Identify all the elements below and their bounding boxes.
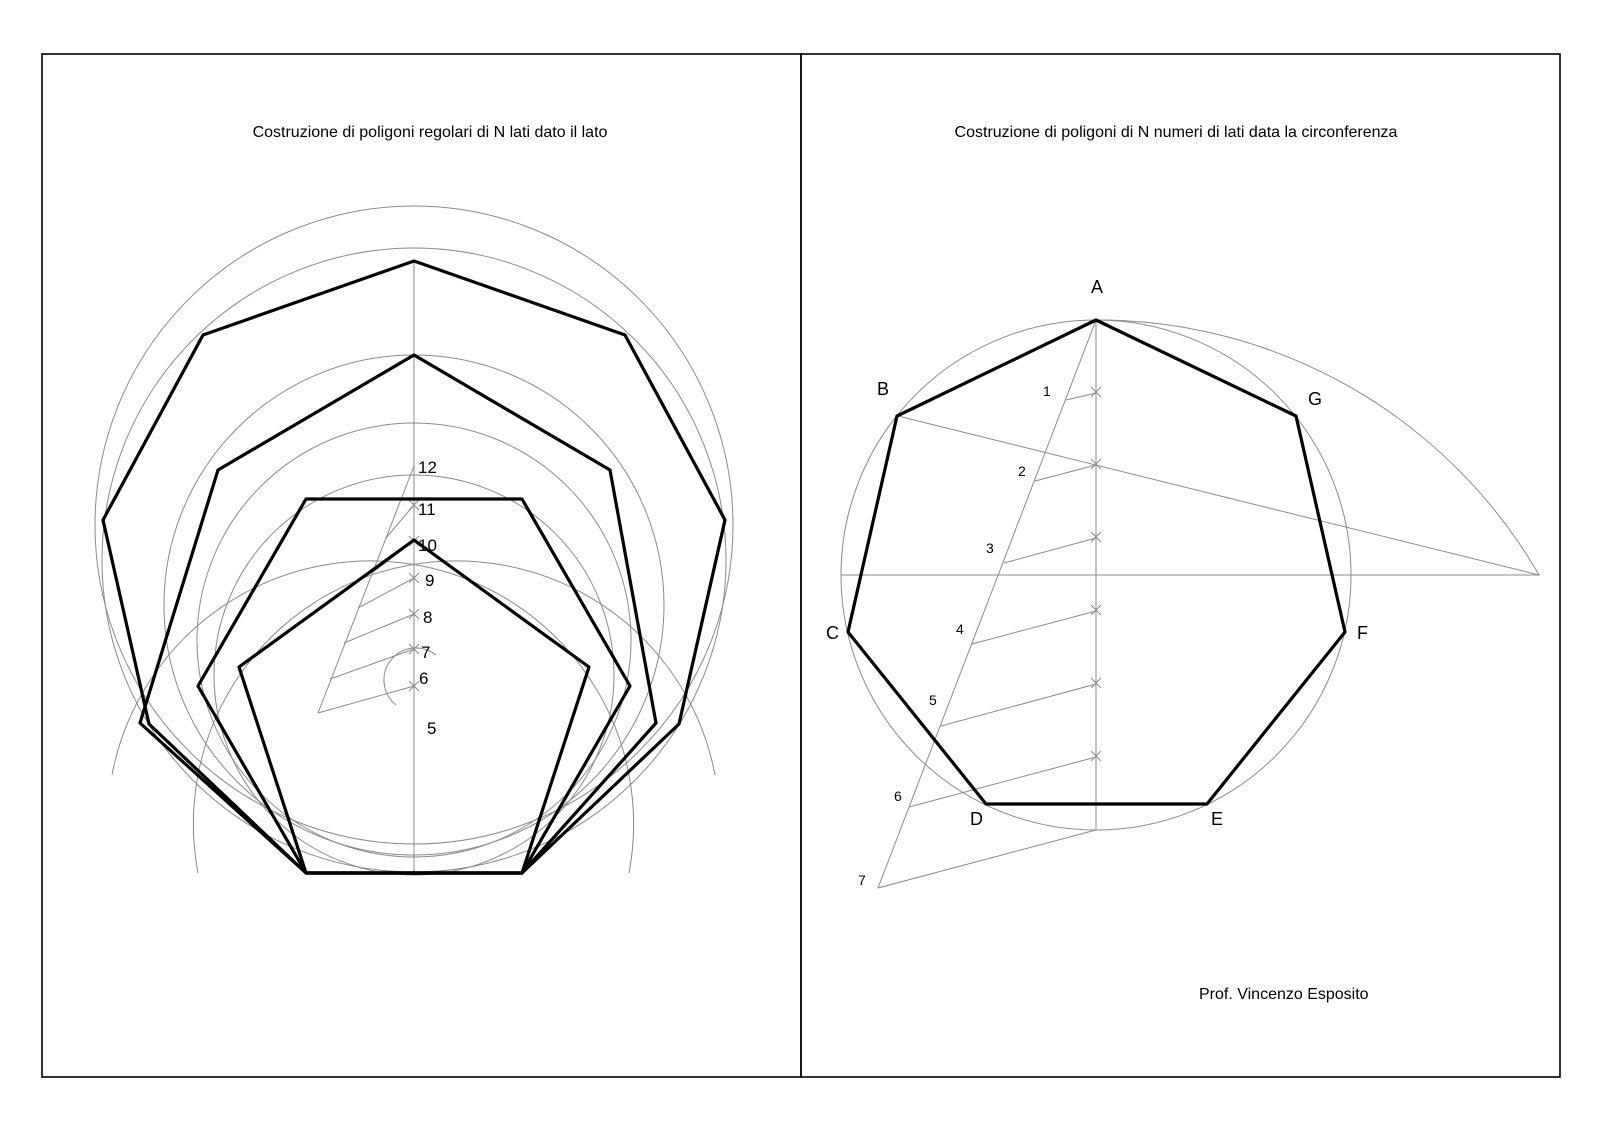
- division-label-12: 12: [418, 458, 437, 477]
- vertex-label-g: G: [1308, 389, 1323, 409]
- left-division-line: [318, 466, 414, 713]
- division-label-11: 11: [418, 500, 436, 519]
- left-parallel-line: [358, 578, 414, 608]
- division-label-5: 5: [929, 692, 937, 708]
- vertex-label-b: B: [877, 379, 890, 399]
- arc-from-d: [1096, 320, 1539, 575]
- right-panel-frame: [801, 54, 1560, 1077]
- division-label-8: 8: [423, 608, 433, 627]
- vertex-label-d: D: [970, 809, 983, 829]
- division-label-9: 9: [425, 571, 435, 590]
- author-credit: Prof. Vincenzo Esposito: [1199, 986, 1369, 1003]
- vertex-label-f: F: [1357, 623, 1368, 643]
- left-parallel-line: [386, 505, 414, 538]
- division-label-4: 4: [956, 621, 964, 637]
- arc-from-left-endpoint: [193, 561, 715, 873]
- right-parallel-line: [972, 611, 1096, 644]
- division-label-6: 6: [894, 788, 902, 804]
- line-b-to-point: [898, 416, 1539, 575]
- left-parallel-line: [330, 649, 414, 679]
- right-parallel-line: [1004, 538, 1096, 563]
- right-parallel-line: [1035, 465, 1096, 481]
- vertex-label-a: A: [1091, 277, 1104, 297]
- vertex-label-e: E: [1211, 809, 1224, 829]
- division-label-2: 2: [1018, 463, 1026, 479]
- division-label-10: 10: [418, 536, 437, 555]
- right-parallel-line: [909, 757, 1096, 807]
- left-parallel-line: [318, 686, 414, 713]
- closing-line: [878, 830, 1096, 888]
- right-parallel-line: [941, 684, 1096, 726]
- right-panel-title: Costruzione di poligoni di N numeri di lati data la circonferenza: [954, 124, 1398, 141]
- left-division-labels: [418, 458, 437, 738]
- division-label-6: 6: [419, 669, 429, 688]
- division-label-1: 1: [1043, 383, 1051, 399]
- vertex-label-c: C: [826, 623, 839, 643]
- division-label-7: 7: [421, 643, 431, 662]
- octagon: [140, 355, 656, 873]
- left-panel-title: Costruzione di poligoni regolari di N lati dato il lato: [252, 124, 608, 141]
- division-label-7: 7: [858, 872, 866, 888]
- division-label-5: 5: [427, 719, 437, 738]
- division-label-3: 3: [986, 540, 994, 556]
